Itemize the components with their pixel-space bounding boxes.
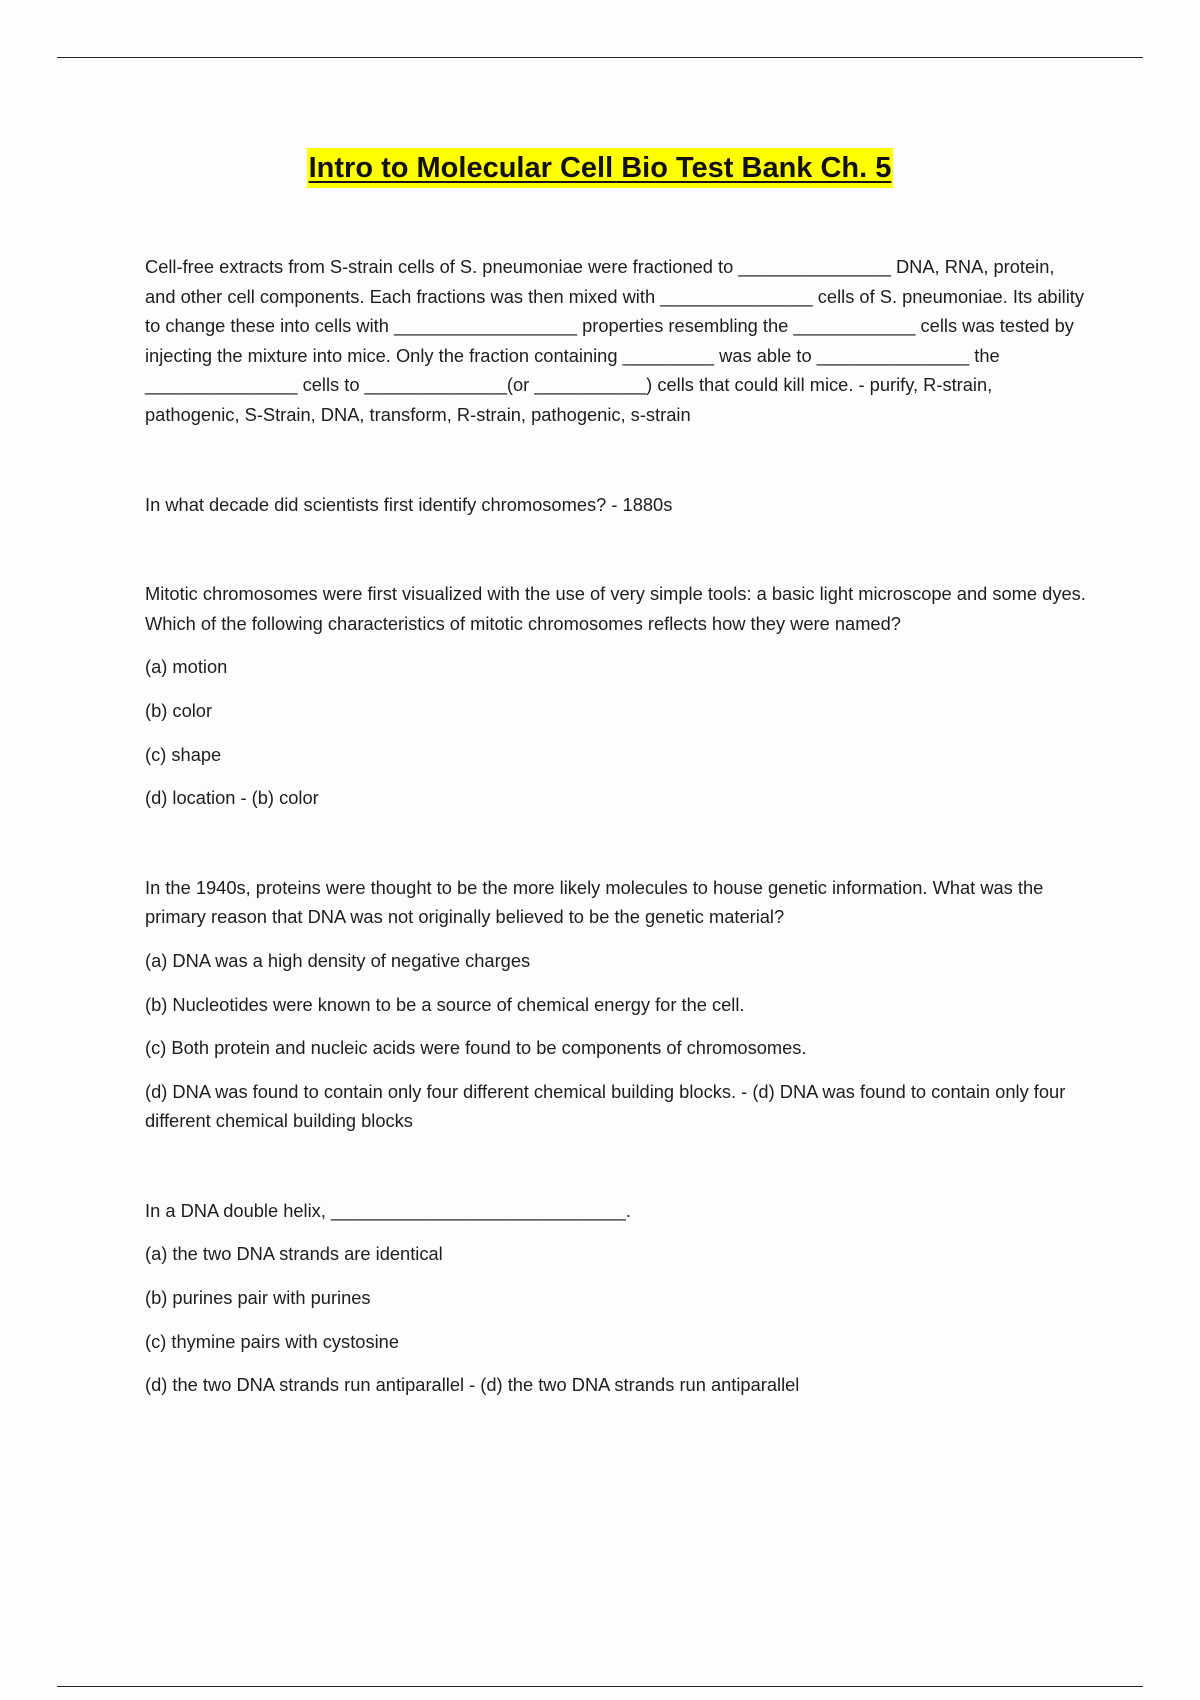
answer-option-d: (d) the two DNA strands run antiparallel - (d) the two DNA strands run antiparallel bbox=[145, 1374, 800, 1396]
question-block-3 bbox=[145, 579, 1090, 813]
answer-option-a: (a) DNA was a high density of negative charges bbox=[145, 949, 531, 971]
answer-option-c: (c) Both protein and nucleic acids were found to be components of chromosomes. bbox=[145, 1037, 807, 1059]
question-stem: Mitotic chromosomes were first visualized with the use of very simple tools: a basic light microscope and some dyes. Which of the following characteristics of mitotic chromosomes reflects how they were named? bbox=[145, 583, 1086, 634]
question-block-4 bbox=[145, 873, 1090, 1136]
question-stem: Cell-free extracts from S-strain cells of S. pneumoniae were fractioned to _______________ DNA, RNA, protein, and other cell components. Each fractions was then mixed with _______________ cells of S. pneumoniae. Its ability to change these into cells with __________________ properties resembling the ____________ cells was tested by injecting the mixture into mice. Only the fraction containing _________ was able to _______________ the _______________ cells to ______________(or ___________) cells that could kill mice. - purify, R-strain, pathogenic, S-Strain, DNA, transform, R-strain, pathogenic, s-strain bbox=[145, 256, 1085, 425]
top-rule bbox=[57, 57, 1143, 58]
question-block-1 bbox=[145, 252, 1090, 430]
title-container bbox=[0, 148, 1200, 188]
question-stem: In the 1940s, proteins were thought to be the more likely molecules to house genetic information. What was the primary reason that DNA was not originally believed to be the genetic material? bbox=[145, 876, 1044, 928]
bottom-rule bbox=[57, 1686, 1143, 1687]
question-stem: In a DNA double helix, _____________________________. bbox=[145, 1199, 631, 1221]
answer-option-d: (d) location - (b) color bbox=[145, 787, 319, 809]
document-title: Intro to Molecular Cell Bio Test Bank Ch. 5 bbox=[307, 148, 894, 188]
question-block-5 bbox=[145, 1196, 1090, 1400]
question-stem: In what decade did scientists first identify chromosomes? - 1880s bbox=[145, 493, 673, 515]
question-block-2 bbox=[145, 490, 1090, 520]
answer-option-c: (c) shape bbox=[145, 743, 222, 765]
answer-option-b: (b) Nucleotides were known to be a source of chemical energy for the cell. bbox=[145, 993, 745, 1015]
answer-option-a: (a) the two DNA strands are identical bbox=[145, 1243, 443, 1265]
answer-option-a: (a) motion bbox=[145, 656, 228, 678]
answer-option-b: (b) color bbox=[145, 699, 213, 721]
answer-option-b: (b) purines pair with purines bbox=[145, 1287, 371, 1309]
answer-option-c: (c) thymine pairs with cystosine bbox=[145, 1330, 399, 1352]
question-list bbox=[145, 252, 1090, 1460]
answer-option-d: (d) DNA was found to contain only four different chemical building blocks. - (d) DNA was found to contain only four different chemical building blocks bbox=[145, 1080, 1066, 1132]
